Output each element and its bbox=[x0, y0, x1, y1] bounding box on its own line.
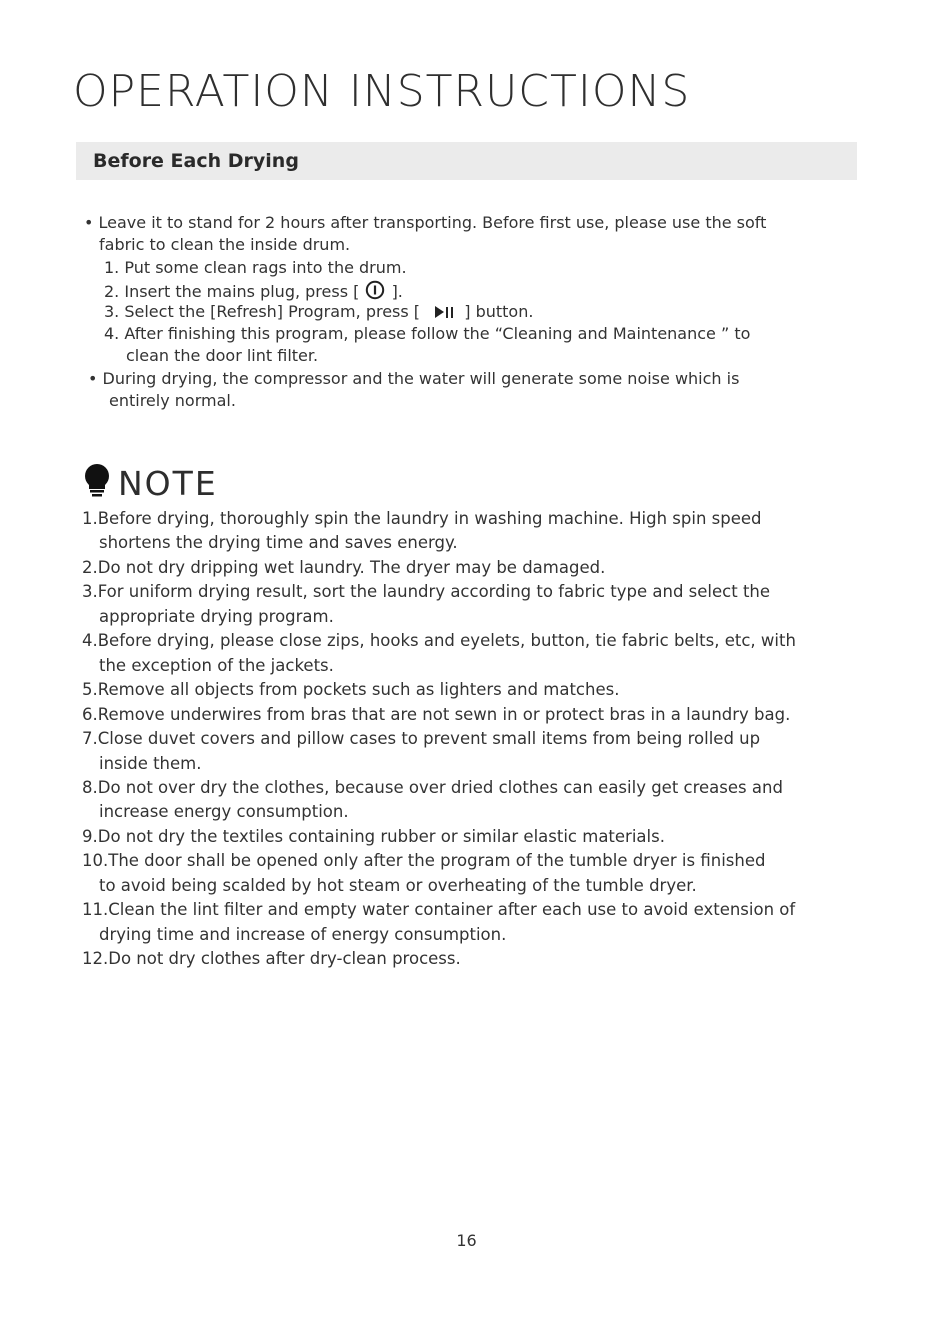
page-title: OPERATION INSTRUCTIONS bbox=[73, 66, 691, 117]
section-header-bar bbox=[76, 142, 857, 180]
lightbulb-icon bbox=[82, 463, 112, 503]
note-item-line: 12.Do not dry clothes after dry-clean process. bbox=[82, 949, 461, 968]
play-pause-icon bbox=[425, 304, 459, 325]
note-item-line: 2.Do not dry dripping wet laundry. The dryer may be damaged. bbox=[82, 558, 606, 577]
note-item-line: increase energy consumption. bbox=[99, 802, 349, 821]
note-item-line: 5.Remove all objects from pockets such as lighters and matches. bbox=[82, 680, 620, 699]
note-heading: NOTE bbox=[118, 463, 218, 503]
note-item-line: inside them. bbox=[99, 754, 202, 773]
note-item-line: the exception of the jackets. bbox=[99, 656, 334, 675]
note-item-line: shortens the drying time and saves energy. bbox=[99, 533, 458, 552]
before-step-2-text: 2. Insert the mains plug, press [ bbox=[104, 282, 360, 301]
note-item-line: drying time and increase of energy consumption. bbox=[99, 925, 507, 944]
before-step-3-tail: ] button. bbox=[464, 302, 534, 321]
before-step-3-text: 3. Select the [Refresh] Program, press [ bbox=[104, 302, 421, 321]
before-line-1: • Leave it to stand for 2 hours after transporting. Before first use, please use the soft bbox=[84, 213, 767, 232]
note-header bbox=[82, 463, 218, 503]
note-item-line: 11.Clean the lint filter and empty water container after each use to avoid extension of bbox=[82, 900, 796, 919]
page-number: 16 bbox=[456, 1231, 477, 1250]
note-item-line: 3.For uniform drying result, sort the laundry according to fabric type and select the bbox=[82, 582, 771, 601]
note-item-line: 4.Before drying, please close zips, hooks and eyelets, button, tie fabric belts, etc, with bbox=[82, 631, 796, 650]
before-line-noise-cont: entirely normal. bbox=[109, 391, 236, 410]
note-item-line: 6.Remove underwires from bras that are not sewn in or protect bras in a laundry bag. bbox=[82, 705, 791, 724]
note-item-line: 10.The door shall be opened only after the program of the tumble dryer is finished bbox=[82, 851, 766, 870]
before-line-2: fabric to clean the inside drum. bbox=[99, 235, 351, 254]
note-item-line: 8.Do not over dry the clothes, because over dried clothes can easily get creases and bbox=[82, 778, 783, 797]
before-step-3 bbox=[104, 302, 533, 325]
before-step-4-cont: clean the door lint filter. bbox=[126, 346, 319, 365]
before-line-noise: • During drying, the compressor and the water will generate some noise which is bbox=[88, 369, 740, 388]
note-item-line: 1.Before drying, thoroughly spin the laundry in washing machine. High spin speed bbox=[82, 509, 762, 528]
before-step-4: 4. After finishing this program, please follow the “Cleaning and Maintenance ” to bbox=[104, 324, 751, 343]
before-step-2-tail: ]. bbox=[391, 282, 403, 301]
before-step-1: 1. Put some clean rags into the drum. bbox=[104, 258, 407, 277]
note-item-line: 9.Do not dry the textiles containing rubber or similar elastic materials. bbox=[82, 827, 665, 846]
note-item-line: appropriate drying program. bbox=[99, 607, 334, 626]
section-heading: Before Each Drying bbox=[93, 150, 299, 172]
note-item-line: to avoid being scalded by hot steam or overheating of the tumble dryer. bbox=[99, 876, 697, 895]
note-item-line: 7.Close duvet covers and pillow cases to prevent small items from being rolled up bbox=[82, 729, 761, 748]
